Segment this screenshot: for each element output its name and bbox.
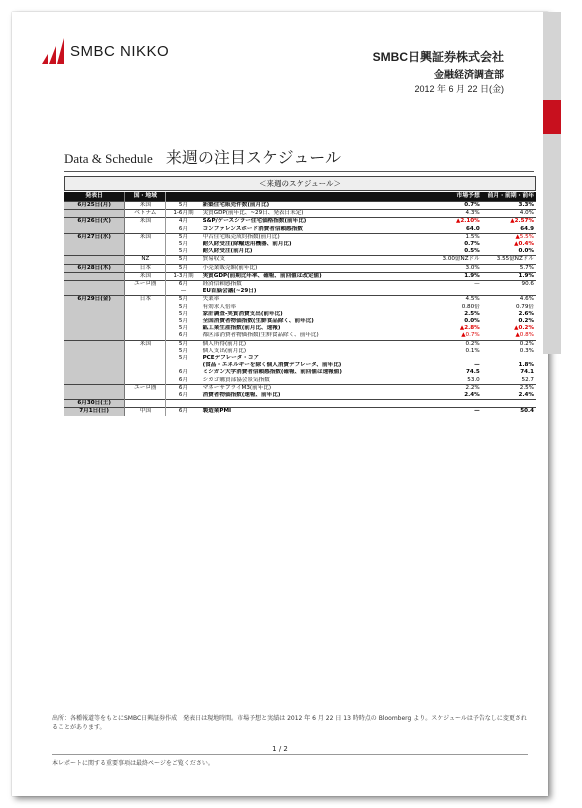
col-estimate: 市場予想: [426, 192, 482, 202]
table-row: [64, 408, 536, 416]
row-date: 6月26日(火): [64, 218, 125, 226]
row-period: 6月: [178, 376, 189, 383]
table-row: [64, 400, 536, 408]
row-period: 6月: [166, 384, 201, 392]
row-previous: 90.6: [482, 281, 536, 289]
row-indicator: ミシガン大学消費者信頼感指数(確報、前回値は速報値): [202, 369, 342, 376]
row-previous: [482, 288, 536, 296]
row-previous: 0.3%: [519, 347, 534, 354]
row-region: 中国: [125, 408, 166, 416]
row-indicator: 実質GDP(前年比、~29日、発表日未定): [201, 210, 426, 218]
row-date: 6月29日(金): [64, 296, 125, 304]
row-indicator: 個人所得(前月比): [201, 340, 426, 348]
table-row: [64, 272, 536, 280]
row-previous: [482, 355, 536, 362]
row-period: 5月: [178, 241, 189, 248]
row-date: [64, 355, 125, 362]
row-indicator: シカゴ購買部協会景気指数: [202, 376, 270, 383]
row-period: 6月: [178, 225, 189, 232]
row-estimate: 2.2%: [426, 384, 482, 392]
table-row: [64, 210, 536, 218]
row-estimate: 0.80倍: [461, 303, 480, 310]
row-region: 米国: [125, 233, 166, 241]
row-period: 6月: [178, 332, 189, 339]
row-region: [125, 369, 166, 376]
row-estimate: —: [426, 281, 482, 289]
table-row: [64, 226, 536, 234]
row-region: [125, 318, 166, 325]
row-region: [125, 325, 166, 332]
col-region: 国・地域: [125, 192, 166, 202]
row-indicator: [201, 400, 426, 408]
row-indicator: コンファレンスボード消費者信頼感指数: [202, 225, 303, 232]
row-estimate: 0.1%: [465, 347, 480, 354]
row-date: [64, 248, 125, 256]
row-date: 6月27日(水): [64, 233, 125, 241]
row-previous: 1.9%: [482, 272, 536, 280]
department-name: 金融経済調査部: [434, 70, 504, 81]
row-region: [125, 304, 166, 311]
company-logo: [42, 38, 169, 64]
table-row: [64, 256, 536, 264]
row-region: ベトナム: [125, 210, 166, 218]
row-period: [166, 362, 201, 369]
table-row: [64, 325, 536, 332]
row-previous: ▲0.8%: [515, 332, 534, 339]
row-region: 米国: [125, 218, 166, 226]
row-region: 米国: [125, 202, 166, 210]
row-previous: 0.2%: [518, 318, 534, 325]
row-estimate: 3.00億NZドル: [426, 256, 482, 264]
table-row: [64, 202, 536, 210]
row-date: [64, 311, 125, 318]
table-row: [64, 288, 536, 296]
row-date: [64, 304, 125, 311]
row-indicator: 製造業PMI: [201, 408, 426, 416]
row-region: [125, 355, 166, 362]
row-estimate: 2.4%: [464, 392, 480, 399]
row-date: [64, 318, 125, 325]
table-row: [64, 248, 536, 256]
row-date: [64, 288, 125, 296]
company-name: SMBC日興証券株式会社: [372, 50, 504, 64]
row-indicator: 失業率: [201, 296, 426, 304]
table-row: [64, 340, 536, 348]
row-region: [125, 311, 166, 318]
row-period: 5月: [166, 256, 201, 264]
title-jp: 来週の注目スケジュール: [165, 148, 341, 167]
row-period: 5月: [178, 325, 189, 332]
side-tab-accent: [543, 100, 561, 134]
source-note: 出所：各種報道等をもとにSMBC日興証券作成 発表日は現地時間。市場予想と実績は 2012 年 6 月 22 日 13 時時点の Bloomberg より。スケジュールは予告なしに変更されることがあります。: [52, 715, 527, 731]
row-previous: 0.0%: [518, 248, 534, 255]
row-indicator: 実質GDP(前期比年率、確報、前回値は改定値): [201, 272, 426, 280]
row-estimate: 64.0: [465, 225, 480, 232]
row-region: [125, 377, 166, 385]
col-previous: 前月・前期・前年: [482, 192, 536, 202]
smbc-logo-icon: [42, 38, 64, 64]
row-indicator: 消費者物価指数(速報、前年比): [202, 392, 281, 399]
row-region: [125, 348, 166, 355]
page-number: 1 / 2: [272, 745, 288, 753]
row-previous: 4.0%: [482, 210, 536, 218]
row-region: [125, 288, 166, 296]
row-date: [64, 340, 125, 348]
row-previous: 0.79倍: [515, 303, 534, 310]
row-date: 6月30日(土): [64, 400, 125, 408]
table-row: [64, 218, 536, 226]
table-header: [64, 192, 536, 202]
row-date: [64, 384, 125, 392]
row-region: 日本: [125, 264, 166, 272]
schedule-body: [64, 202, 536, 416]
row-region: NZ: [125, 256, 166, 264]
row-previous: 2.5%: [482, 384, 536, 392]
row-estimate: 1.5%: [426, 233, 482, 241]
table-row: [64, 332, 536, 340]
row-indicator: 経済信頼感指数: [201, 281, 426, 289]
table-row: [64, 355, 536, 362]
row-previous: 3.3%: [482, 202, 536, 210]
row-region: [125, 400, 166, 408]
col-indicator: [201, 192, 426, 202]
row-date: [64, 256, 125, 264]
row-period: 5月: [178, 248, 189, 255]
row-estimate: 1.9%: [426, 272, 482, 280]
row-indicator: 貿易収支: [201, 256, 426, 264]
row-indicator: マネーサプライM3(前年比): [201, 384, 426, 392]
header-info: [373, 48, 504, 95]
col-period: [166, 192, 201, 202]
row-date: [64, 369, 125, 376]
row-region: [125, 332, 166, 340]
row-previous: ▲5.5%: [482, 233, 536, 241]
row-region: [125, 226, 166, 234]
side-tab: [543, 12, 561, 354]
footer-divider: [52, 754, 528, 755]
row-estimate: 0.5%: [464, 248, 480, 255]
row-indicator: 鉱工業生産指数(前月比、速報): [202, 325, 281, 332]
row-period: 5月: [166, 264, 201, 272]
row-indicator: 小売業販売額(前年比): [201, 264, 426, 272]
schedule-label: ＜来週のスケジュール＞: [64, 176, 536, 191]
col-date: 発表日: [64, 192, 125, 202]
title-en: Data & Schedule: [64, 151, 153, 166]
row-period: 6月: [166, 408, 201, 416]
report-date: 2012 年 6 月 22 日(金): [414, 84, 504, 94]
row-previous: [482, 400, 536, 408]
row-previous: ▲0.4%: [514, 241, 534, 248]
row-previous: 74.1: [520, 369, 534, 376]
row-region: 米国: [125, 340, 166, 348]
row-region: 日本: [125, 296, 166, 304]
table-row: [64, 241, 536, 248]
row-estimate: [426, 355, 482, 362]
row-indicator: 個人支出(前月比): [202, 347, 247, 354]
row-period: 5月: [178, 310, 189, 317]
row-date: [64, 332, 125, 340]
row-estimate: 4.5%: [426, 296, 482, 304]
row-date: [64, 210, 125, 218]
row-indicator: 都区部消費者物価指数(生鮮食品除く、前年比): [202, 332, 319, 339]
row-previous: 3.55億NZドル: [482, 256, 536, 264]
table-row: [64, 281, 536, 289]
row-estimate: [426, 288, 482, 296]
row-date: [64, 348, 125, 355]
table-row: [64, 311, 536, 318]
row-estimate: 4.3%: [426, 210, 482, 218]
row-estimate: 0.7%: [426, 202, 482, 210]
row-previous: 5.7%: [482, 264, 536, 272]
row-previous: 2.6%: [518, 310, 534, 317]
row-indicator: 耐久財受注(前月比): [202, 248, 253, 255]
row-period: 5月: [166, 340, 201, 348]
row-estimate: 74.5: [465, 369, 480, 376]
row-previous: 4.6%: [482, 296, 536, 304]
table-row: [64, 392, 536, 400]
row-period: 1-6月期: [166, 210, 201, 218]
row-previous: ▲2.57%: [482, 218, 536, 226]
row-indicator: 耐久財受注(除輸送用機器、前月比): [202, 241, 292, 248]
logo-text: SMBC NIKKO: [70, 42, 170, 60]
table-row: [64, 384, 536, 392]
row-date: [64, 325, 125, 332]
report-page: [12, 12, 548, 796]
table-row: [64, 304, 536, 311]
row-date: [64, 272, 125, 280]
row-previous: 64.9: [520, 225, 534, 232]
row-period: 5月: [166, 296, 201, 304]
row-indicator: 中古住宅販売成約指数(前月比): [201, 233, 426, 241]
row-period: 5月: [178, 355, 189, 362]
table-row: [64, 348, 536, 355]
row-estimate: 3.0%: [426, 264, 482, 272]
page-title: [64, 145, 534, 172]
row-region: [125, 362, 166, 369]
row-indicator: EU首脳会議(~29日): [202, 288, 257, 295]
row-date: [64, 281, 125, 289]
row-region: [125, 248, 166, 256]
row-indicator: 有効求人倍率: [202, 303, 237, 310]
row-previous: 0.2%: [482, 340, 536, 348]
row-estimate: 0.7%: [464, 241, 480, 248]
row-estimate: —: [426, 408, 482, 416]
disclaimer-note: 本レポートに関する重要事項は最終ページをご覧ください。: [52, 760, 214, 767]
row-period: 4月: [166, 218, 201, 226]
row-date: 6月25日(月): [64, 202, 125, 210]
row-previous: 50.4: [482, 408, 536, 416]
row-estimate: 0.2%: [426, 340, 482, 348]
row-estimate: ▲2.10%: [426, 218, 482, 226]
row-period: 6月: [178, 392, 189, 399]
row-region: ユーロ圏: [125, 281, 166, 289]
row-period: 6月: [166, 281, 201, 289]
row-date: 6月28日(木): [64, 264, 125, 272]
table-row: [64, 377, 536, 385]
table-row: [64, 296, 536, 304]
row-period: [166, 400, 201, 408]
row-period: 5月: [166, 202, 201, 210]
table-row: [64, 264, 536, 272]
row-indicator: (食品・エネルギーを除く個人消費デフレータ、前年比): [202, 362, 342, 369]
row-previous: ▲0.2%: [514, 325, 534, 332]
row-region: 米国: [125, 272, 166, 280]
row-estimate: 2.5%: [464, 310, 480, 317]
row-date: [64, 392, 125, 400]
row-period: 5月: [178, 347, 189, 354]
table-row: [64, 362, 536, 369]
row-previous: 2.4%: [518, 392, 534, 399]
row-date: [64, 226, 125, 234]
row-estimate: 53.0: [467, 376, 480, 383]
row-indicator: PCEデフレータ・コア: [202, 355, 260, 362]
row-date: 7月1日(日): [64, 408, 125, 416]
row-period: 5月: [178, 318, 189, 325]
row-estimate: 0.0%: [464, 318, 480, 325]
row-estimate: —: [474, 362, 480, 369]
row-previous: 52.7: [521, 376, 534, 383]
row-region: [125, 241, 166, 248]
table-row: [64, 318, 536, 325]
row-date: [64, 241, 125, 248]
row-region: ユーロ圏: [125, 384, 166, 392]
row-estimate: ▲2.8%: [459, 325, 480, 332]
row-previous: 1.8%: [518, 362, 534, 369]
row-period: 6月: [178, 369, 189, 376]
row-indicator: 家計調査-実質消費支出(前年比): [202, 310, 283, 317]
schedule-table: [64, 192, 536, 416]
row-period: 1-3月期: [166, 272, 201, 280]
row-estimate: [426, 400, 482, 408]
row-date: [64, 362, 125, 369]
row-indicator: S&P/ケースシラー住宅価格指数(前年比): [201, 218, 426, 226]
row-date: [64, 377, 125, 385]
row-indicator: 全国消費者物価指数(生鮮食品除く、前年比): [202, 318, 314, 325]
row-period: —: [180, 288, 187, 295]
row-period: 5月: [178, 303, 189, 310]
row-period: 5月: [166, 233, 201, 241]
table-row: [64, 233, 536, 241]
row-estimate: ▲0.7%: [461, 332, 480, 339]
table-row: [64, 369, 536, 376]
row-indicator: 新築住宅販売件数(前月比): [201, 202, 426, 210]
row-region: [125, 392, 166, 400]
